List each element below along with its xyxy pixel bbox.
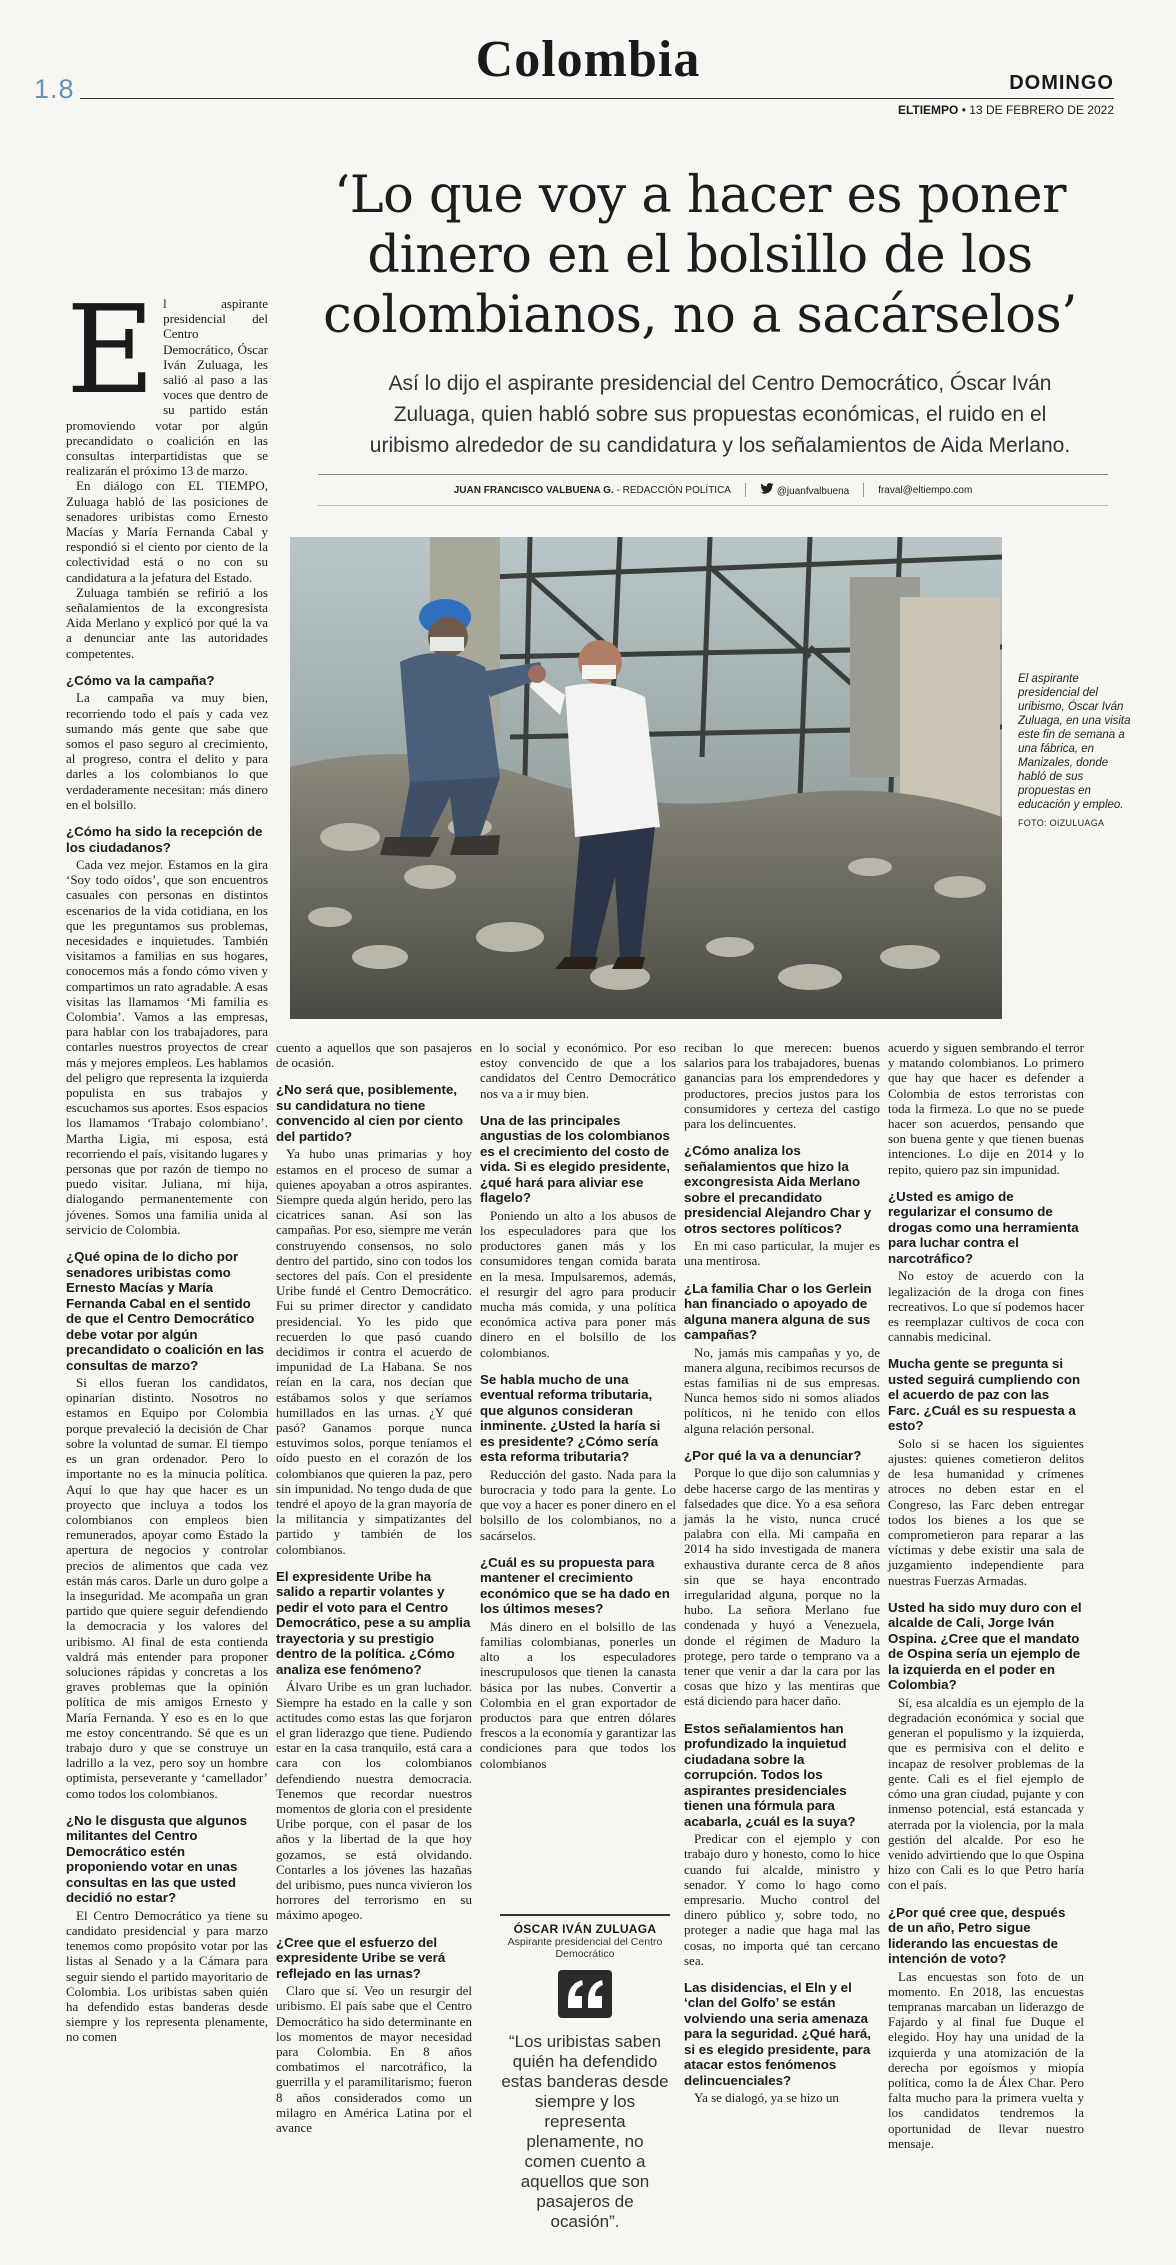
answer: Si ellos fueran los candidatos, opinarían distinto. Nosotros no estamos en Equipo por Colombia porque prevaleció la decisión de Char sobre la voluntad de sumar. El tiempo es un gran ordenador. Pero lo importante no es la minucia política. Aquí lo que hay que hacer es un proyecto que incluya a todos los colombianos con empleos bien remunerados, apoyar como Estado la apertura de negocios y controlar precios de alimentos que cada vez están más caros. Darle un duro golpe a la inseguridad. Me acompaña un gran partido que quiere seguir defendiendo la democracia y los valores del uribismo. Al final de esta contienda valdrá más entender para proponer soluciones rápidas y concretas a los graves problemas que la opinión política de mis amigos Ernesto y María Fernanda. Y eso es en lo que me estoy concentrando. Sé que es un trabajo duro y que se construye un ladrillo a la vez, pero soy un hombre optimista, perseverante y ‘camellador’ como todos los colombianos.: [66, 1375, 268, 1801]
question: ¿No será que, posiblemente, su candidatura no tiene convencido al cien por ciento del partido?: [276, 1082, 463, 1144]
question: ¿Usted es amigo de regularizar el consumo de drogas como una herramienta para luchar contra el narcotráfico?: [888, 1188, 1079, 1266]
pull-quote-rule: [500, 1914, 670, 1916]
question: ¿Cómo va la campaña?: [66, 672, 215, 688]
question: Usted ha sido muy duro con el alcalde de Cali, Jorge Iván Ospina. ¿Cree que el mandato de Ospina sería un ejemplo de la izquierda en el poder en Colombia?: [888, 1599, 1082, 1693]
caption-text: El aspirante presidencial del uribismo, Óscar Iván Zuluaga, en una visita este fin de semana a una fábrica, en Manizales, donde habló de sus propuestas en educación y empleo.: [1018, 673, 1131, 811]
question: Las disidencias, el Eln y el ‘clan del Golfo’ se están volviendo una seria amenaza para la seguridad. ¿Qué hará, si es elegido presidente, para atacar estos fenómenos delincuenciales?: [684, 1979, 871, 2088]
answer: No, jamás mis campañas y yo, de manera alguna, recibimos recursos de estas familias ni de sus empresas. Nunca hemos sido ni somos aliados políticos, ni he tenido con ellos alguna relación personal.: [684, 1344, 881, 1436]
pull-quote-role: Aspirante presidencial del Centro Democrático: [507, 1936, 663, 1960]
pull-quote-name: ÓSCAR IVÁN ZULUAGA: [513, 1922, 657, 1936]
twitter-bird-icon: [760, 483, 774, 494]
twitter-handle[interactable]: [760, 483, 849, 497]
question: Una de las principales angustias de los colombianos es el crecimiento del costo de vida. Si es elegido presidente, ¿qué hará para aliviar ese flagelo?: [480, 1112, 670, 1206]
desk: - REDACCIÓN POLÍTICA: [613, 484, 731, 496]
question: ¿Cree que el esfuerzo del expresidente Uribe se verá reflejado en las urnas?: [276, 1934, 446, 1981]
answer: Ya se dialogó, ya se hizo un: [694, 2090, 839, 2106]
author: JUAN FRANCISCO VALBUENA G.: [453, 484, 614, 496]
question: El expresidente Uribe ha salido a repartir volantes y pedir el voto para el Centro Democrático, pese a su amplia trayectoria y su prestigio dentro de la política. ¿Cómo analiza ese fenómeno?: [276, 1568, 471, 1677]
question: ¿Por qué la va a denunciar?: [684, 1447, 862, 1463]
section-title: Colombia: [475, 31, 701, 88]
paragraph: Zuluaga también se refirió a los señalamientos de la excongresista Aida Merlano y explicó por qué la va a denunciar ante las autoridades competentes.: [66, 584, 268, 661]
question: ¿Cómo ha sido la recepción de los ciudadanos?: [66, 824, 263, 855]
pull-quote: [500, 1914, 670, 2232]
pull-quote-text: “Los uribistas saben quién ha defendido estas banderas desde siempre y los representa plenamente, no comen cuento a aquellos que son pasajeros de ocasión”.: [501, 2032, 669, 2231]
answer: En mi caso particular, la mujer es una mentirosa.: [684, 1238, 880, 1269]
photo-caption: [1018, 672, 1136, 830]
answer: Sí, esa alcaldía es un ejemplo de la degradación económica y social que generan el populismo y la izquierda, que es permisiva con el delito e incapaz de resolver problemas de la gente. Cali es el fiel ejemplo de cómo una gran ciudad, pujante y con inmenso potencial, está estancada y aterrada por la violencia, por la mala gestión del alcalde. Por eso he venido advirtiendo que lo que Ospina hizo con Cali es lo que Petro haría con el país.: [888, 1694, 1084, 1893]
answer: Reducción del gasto. Nada para la burocracia y todo para la gente. Lo que voy a hacer es poner dinero en el bolsillo de los colombianos, no a sacárselos.: [480, 1466, 676, 1543]
answer: Ya hubo unas primarias y hoy estamos en el proceso de sumar a quienes apoyaban a otros aspirantes. Siempre queda algún herido, pero las cicatrices sanan. Así son las campañas. Por eso, siempre me verán construyendo consensos, no solo dentro del partido, sino con todos los sectores del país. Con el presidente Uribe fundé el Centro Democrático. Fui su primer director y candidato presidencial. Yo les pido que recuerden lo que pasó cuando decidimos ir contra el acuerdo de impunidad de La Habana. Se nos reían en la cara, nos decían que estábamos solos y que seríamos humillados en las urnas. ¿Y qué pasó? Ganamos porque nunca estuvimos solos, porque teníamos el oído puesto en el corazón de los colombianos que quieren la paz, pero sin impunidad. No tengo duda de que tendré el apoyo de la gran mayoría de la militancia y simpatizantes del partido y también de los colombianos.: [276, 1146, 472, 1557]
answer-continued: en lo social y económico. Por eso estoy convencido de que a los candidatos del Centro Democrático nos va a ir muy bien.: [480, 1040, 676, 1101]
question: ¿La familia Char o los Gerlein han financiado o apoyado de alguna manera alguna de sus campañas?: [684, 1280, 872, 1343]
question: Se habla mucho de una eventual reforma tributaria, que algunos consideran inminente. ¿Usted la haría si es presidente? ¿Cómo sería esta reforma tributaria?: [480, 1371, 661, 1465]
answer-continued: reciban lo que merecen: buenos salarios para los trabajadores, buenas ganancias para los emprendedores y productores, precios justos para los consumidores y certeza del castigo para los delincuentes.: [684, 1040, 880, 1132]
answer-continued: acuerdo y siguen sembrando el terror y matando colombianos. Lo primero que hay que hacer es defender a Colombia de estos terroristas con toda la firmeza. Lo que no se puede hacer son acuerdos, pensando que son buena gente y que tienen buenas intenciones. Lo dije en 2014 y lo repito, quiero paz sin impunidad.: [888, 1040, 1084, 1177]
question: Mucha gente se pregunta si usted seguirá cumpliendo con el acuerdo de paz con las Farc. ¿Cuál es su respuesta a esto?: [888, 1356, 1081, 1434]
byline-divider: [745, 483, 746, 497]
question: ¿Qué opina de lo dicho por senadores uribistas como Ernesto Macías y María Fernanda Cabal en el sentido de que el Centro Democrático debe votar por algún precandidato o coalición en las consultas de marzo?: [66, 1249, 265, 1373]
question: ¿Cómo analiza los señalamientos que hizo la excongresista Aida Merlano sobre el precandidato presidencial Alejandro Char y otros sectores políticos?: [684, 1143, 872, 1236]
column-5: [888, 1040, 1084, 2151]
author-email[interactable]: fraval@eltiempo.com: [878, 484, 973, 496]
byline: [318, 474, 1108, 506]
day-label: DOMINGO: [1009, 72, 1114, 94]
column-3: [480, 1040, 676, 1771]
question: Estos señalamientos han profundizado la inquietud ciudadana sobre la corrupción. Todos los aspirantes presidenciales tienen una fórmula para acabarla, ¿cuál es la suya?: [684, 1720, 856, 1829]
paragraph: En diálogo con EL TIEMPO, Zuluaga habló de las posiciones de senadores uribistas como Ernesto Macías y María Fernanda Cabal y respondió si el ciento por ciento de la colectividad está o no con su candidatura a la jefatura del Estado.: [66, 478, 268, 585]
article-photo: [290, 537, 1002, 1019]
answer: Predicar con el ejemplo y con trabajo duro y honesto, como lo hice cuando fui alcalde, ministro y senador. Y como lo hago como empresario. Mucho control del dinero público y, sobre todo, no proteger a nadie que haga mal las cosas, no importa qué tan cercano sea.: [684, 1831, 880, 1968]
answer: El Centro Democrático ya tiene su candidato presidencial y para marzo tenemos como propósito votar por las listas al Senado y a la Cámara para seguir siendo el partido mayoritario de Colombia. Los uribistas saben quién ha defendido estas banderas desde siempre y los representa plenamente, no comen: [66, 1907, 268, 2045]
column-2: [276, 1040, 472, 2135]
header-rule: [80, 98, 1114, 99]
column-1: [66, 279, 268, 2045]
answer: Poniendo un alto a los abusos de los especuladores para que los productores ganen más y los consumidores tengan comida barata en la mesa. Impulsaremos, además, el resurgir del agro para producir mucha más comida, y una política económica activa para poner más dinero en el bolsillo de los colombianos.: [480, 1207, 676, 1360]
answer: Claro que sí. Veo un resurgir del uribismo. El país sabe que el Centro Democrático ha sido determinante en los momentos de mayor necesidad para Colombia. En 8 años combatimos el narcotráfico, la guerrilla y el paramilitarismo; fueron 8 años considerados como un milagro en América Latina por el avance: [276, 1983, 472, 2135]
answer: Cada vez mejor. Estamos en la gira ‘Soy todo oídos’, que son encuentros casuales con personas en distintos escenarios de la vida cotidiana, en los que les preguntamos sus problemas, necesidades e inquietudes. También visitamos a familias en sus hogares, conocemos más a fondo cómo viven y compartimos un rato agradable. A esas visitas las llamamos ‘Mi familia es Colombia’. Vamos a las empresas, para hablar con los trabajadores, para contarles nuestros proyectos de crear más y mejores empleos. Les hablamos del peligro que representa la izquierda populista en sus trabajos y escuchamos sus aportes. Esos espacios los llamamos ‘Trabajo colombiano’. Martha Ligia, mi esposa, está recorriendo el país, visitando lugares y personas que por razón de tiempo no puedo visitar. Juliana, mi hija, dialogando permanentemente con jóvenes. Somos una familia unida al servicio de Colombia.: [66, 857, 268, 1237]
answer: Álvaro Uribe es un gran luchador. Siempre ha estado en la calle y son actitudes como estas las que forjaron el gran liderazgo que tiene. Pudiendo estar en la casa tranquilo, está cara a cara con los colombianos defendiendo nuestra democracia. Tenemos que recordar nuestros momentos de gloria con el presidente Uribe porque, con el pasar de los años y la libertad de la que hoy gozamos, se está olvidando. Contarles a los jóvenes las hazañas del uribismo, pues nunca vivieron los horrores del terrorismo en su máximo apogeo.: [276, 1679, 472, 1923]
column-4: [684, 1040, 880, 2106]
answer: Más dinero en el bolsillo de las familias colombianas, ponerles un alto a los especuladores inescrupulosos que tienen la canasta básica por las nubes. Convertir a Colombia en el gran exportador de productos para que entren dólares frescos a la economía y garantizar las condiciones para que todos los colombianos: [480, 1618, 676, 1771]
question: ¿Por qué cree que, después de un año, Petro sigue liderando las encuestas de intención de voto?: [888, 1904, 1066, 1967]
answer: No estoy de acuerdo con la legalización de la droga con fines recreativos. Lo que sí podemos hacer es reemplazar cultivos de coca con cannabis medicinal.: [888, 1268, 1084, 1345]
date: • 13 DE FEBRERO DE 2022: [958, 103, 1114, 117]
answer-continued: cuento a aquellos que son pasajeros de ocasión.: [276, 1040, 472, 1071]
photo-credit: FOTO: OIZULUAGA: [1018, 818, 1105, 828]
headline: ‘Lo que voy a hacer es poner dinero en el bolsillo de los colombianos, no a sacárselos’: [323, 166, 1077, 345]
answer: Porque lo que dijo son calumnias y debe hacerse cargo de las mentiras y falsedades que dice. Yo a esa señora jamás la he visto, nunca crucé palabra con ella. Mi campaña en 2014 ha sido investigada de manera exhaustiva durante cerca de 8 años sin que se haya encontrado irregularidad alguna, porque no la hubo. La señora Merlano fue condenada y huyó a Venezuela, donde el régimen de Maduro la protege, pero tarde o temprano va a tener que venir a dar la cara por las cosas que hizo y las mentiras que está diciendo para hacer daño.: [684, 1465, 880, 1709]
page-number: 1.8: [34, 74, 75, 104]
deck: Así lo dijo el aspirante presidencial del Centro Democrático, Óscar Iván Zuluaga, quien habló sobre sus propuestas económicas, el ruido en el uribismo alrededor de su candidatura y los señalamientos de Aida Merlano.: [369, 372, 1071, 457]
question: ¿No le disgusta que algunos militantes del Centro Democrático estén proponiendo votar en unas consultas en las que usted decidió no estar?: [66, 1812, 248, 1906]
paper-name: ELTIEMPO: [897, 103, 959, 117]
byline-divider: [863, 483, 864, 497]
answer: Solo si se hacen los siguientes ajustes: quienes cometieron delitos de lesa humanidad y crímenes atroces no deben estar en el Congreso, las Farc deben entregar todos los bienes a los que se comprometieron para reparar a las víctimas y debe existir una sala de juzgamiento independiente para nuestras Fuerzas Armadas.: [888, 1435, 1084, 1588]
answer: Las encuestas son foto de un momento. En 2018, las encuestas tempranas marcaban un liderazgo de Fajardo y al final fue Duque el elegido. Hoy hay una unidad de la izquierda y una atomización de la derecha por egoísmos y miopía política, como la de Álex Char. Pero falta mucho para la primera vuelta y los candidatos tendremos la oportunidad de llevar nuestro mensaje.: [888, 1968, 1084, 2151]
answer: La campaña va muy bien, recorriendo todo el país y cada vez sumando más gente que sabe que somos el paso seguro al crecimiento, al progreso, contra el delito y para darles a los colombianos lo que verdaderamente necesitan: más dinero en el bolsillo.: [66, 690, 268, 812]
photo-illustration: [290, 537, 1002, 1019]
dateline: [898, 103, 1114, 117]
drop-cap: E: [66, 279, 156, 421]
lead-paragraph: l aspirante presidencial del Centro Democrático, Óscar Iván Zuluaga, les salió al paso a las voces que dentro de su partido están promoviendo votar por algún precandidato o coalición en las consultas interpartidistas que se realizarán el próximo 13 de marzo.: [66, 296, 268, 479]
twitter-text: @juanfvalbuena: [776, 486, 850, 497]
quote-mark-icon: [558, 1970, 612, 2018]
question: ¿Cuál es su propuesta para mantener el crecimiento económico que se ha dado en los últimos meses?: [480, 1554, 670, 1617]
